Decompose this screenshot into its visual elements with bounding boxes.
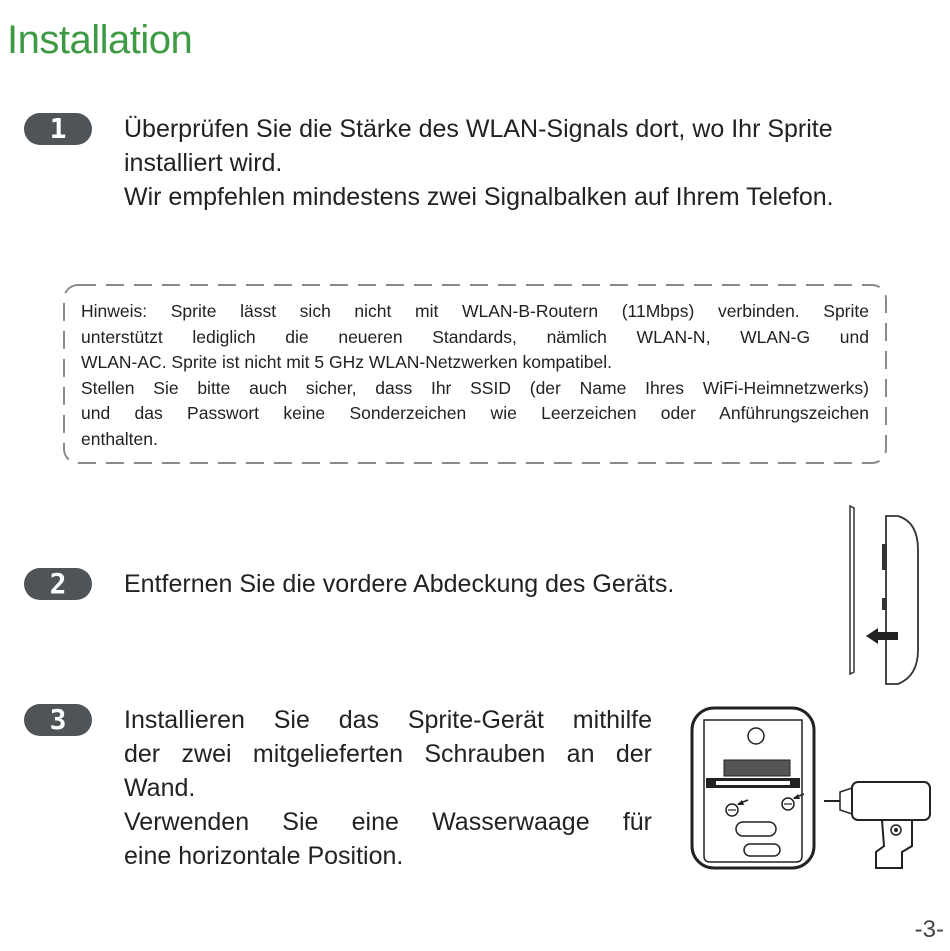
step-1-text: [124, 112, 934, 214]
step-3-text: [124, 703, 652, 873]
note-line-4: Stellen Sie bitte auch sicher, dass Ihr SSID (der Name Ihres WiFi-Heimnetzwerks): [81, 377, 869, 398]
step-2-text: [124, 567, 804, 601]
step-3-line-1: Installieren Sie das Sprite-Gerät mithilfe: [124, 706, 652, 734]
step-1-line-2: installiert wird.: [124, 149, 283, 177]
device-cover-removal-illustration: [838, 500, 924, 690]
step-3-line-5: eine horizontale Position.: [124, 842, 404, 870]
step-3-number: 3: [49, 703, 67, 736]
note-box: [62, 283, 888, 465]
step-2-badge: [24, 568, 92, 600]
step-1-number: 1: [49, 112, 67, 145]
page-number: -3-: [914, 916, 944, 943]
step-3-badge: [24, 704, 92, 736]
note-line-3: WLAN-AC. Sprite ist nicht mit 5 GHz WLAN-Netzwerken kompatibel.: [81, 352, 612, 372]
note-text: [81, 299, 869, 452]
wall-mount-drill-illustration: [690, 706, 940, 876]
note-line-6: enthalten.: [81, 428, 158, 449]
note-line-1: Hinweis: Sprite lässt sich nicht mit WLAN-B-Routern (11Mbps) verbinden. Sprite: [81, 301, 869, 321]
step-2-line-1: Entfernen Sie die vordere Abdeckung des Geräts.: [124, 570, 675, 598]
step-3-line-2: der zwei mitgelieferten Schrauben an der: [124, 740, 652, 768]
step-3-line-3: Wand.: [124, 774, 196, 802]
step-1-line-3: Wir empfehlen mindestens zwei Signalbalken auf Ihrem Telefon.: [124, 183, 834, 211]
step-1-line-1: Überprüfen Sie die Stärke des WLAN-Signals dort, wo Ihr Sprite: [124, 115, 833, 143]
step-1-badge: [24, 113, 92, 145]
page-title: Installation: [7, 18, 193, 62]
step-3-line-4: Verwenden Sie eine Wasserwaage für: [124, 808, 652, 836]
note-line-5: und das Passwort keine Sonderzeichen wie Leerzeichen oder Anführungszeichen: [81, 403, 869, 423]
step-2-number: 2: [49, 567, 67, 600]
note-line-2: unterstützt lediglich die neueren Standards, nämlich WLAN-N, WLAN-G und: [81, 326, 869, 347]
